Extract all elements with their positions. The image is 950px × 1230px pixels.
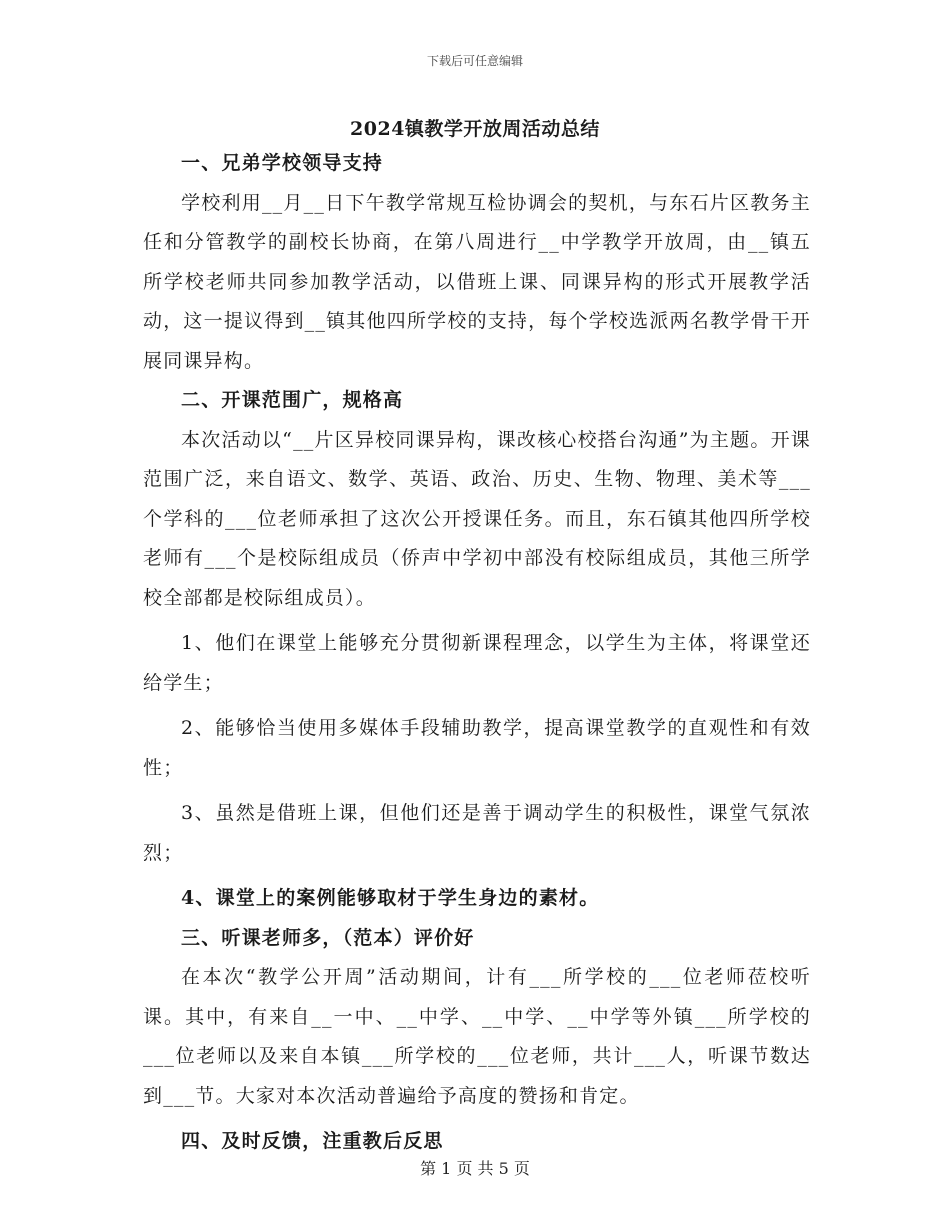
document-title: 2024镇教学开放周活动总结	[350, 118, 600, 140]
list-item-4: 4、课堂上的案例能够取材于学生身边的素材。	[181, 887, 600, 909]
header-note: 下载后可任意编辑	[426, 54, 523, 68]
page-footer: 第 1 页 共 5 页	[420, 1159, 530, 1178]
list-item-3: 3、虽然是借班上课，但他们还是善于调动学生的积极性，课堂气氛浓烈；	[143, 802, 811, 864]
list-item-2: 2、能够恰当使用多媒体手段辅助教学，提高课堂教学的直观性和有效性；	[143, 717, 811, 779]
list-item-1: 1、他们在课堂上能够充分贯彻新课程理念，以学生为主体，将课堂还给学生；	[143, 632, 811, 694]
document-body	[143, 144, 811, 1162]
section-heading-4: 四、及时反馈，注重教后反思	[181, 1130, 444, 1152]
section-heading-2: 二、开课范围广，规格高	[181, 389, 404, 411]
section-heading-1: 一、兄弟学校领导支持	[181, 152, 384, 174]
section-heading-3: 三、听课老师多，（范本）评价好	[181, 926, 475, 949]
paragraph-1: 学校利用__月__日下午教学常规互检协调会的契机，与东石片区教务主任和分管教学的副校长协商，在第八周进行__中学教学开放周，由__镇五所学校老师共同参加教学活动，以借班上课、同课异构的形式开展教学活动，这一提议得到__镇其他四所学校的支持，每个学校选派两名教学骨干开展同课异构。	[143, 191, 811, 372]
paragraph-2: 本次活动以“__片区异校同课异构，课改核心校搭台沟通”为主题。开课范围广泛，来自语文、数学、英语、政治、历史、生物、物理、美术等___个学科的___位老师承担了这次公开授课任务。而且，东石镇其他四所学校老师有___个是校际组成员（侨声中学初中部没有校际组成员，其他三所学校全部都是校际组成员）。	[143, 428, 811, 609]
paragraph-3: 在本次“教学公开周”活动期间，计有___所学校的___位老师莅校听课。其中，有来自__一中、__中学、__中学、__中学等外镇___所学校的___位老师以及来自本镇___所学校的___位老师，共计___人，听课节数达到___节。大家对本次活动普遍给予高度的赞扬和肯定。	[143, 966, 811, 1107]
